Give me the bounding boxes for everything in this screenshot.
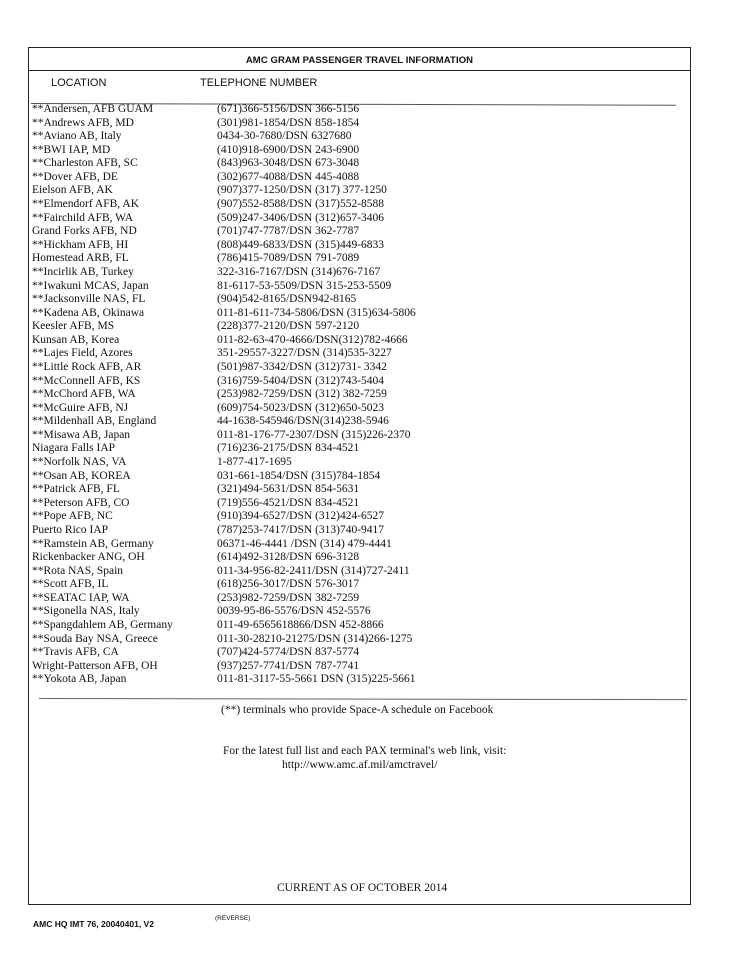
terminal-phone: (302)677-4088/DSN 445-4088 xyxy=(217,170,360,183)
terminal-phone: (410)918-6900/DSN 243-6900 xyxy=(217,143,360,156)
terminal-phone: (910)394-6527/DSN (312)424-6527 xyxy=(217,510,385,523)
terminal-phone: 011-81-176-77-2307/DSN (315)226-2370 xyxy=(217,428,411,441)
terminal-phone: (253)982-7259/DSN (312) 382-7259 xyxy=(217,388,387,401)
table-row xyxy=(32,551,672,565)
terminal-location: **Andersen, AFB GUAM xyxy=(32,103,154,115)
form-identifier: AMC HQ IMT 76, 20040401, V2 xyxy=(33,919,154,929)
terminal-location: **Jacksonville NAS, FL xyxy=(32,293,146,306)
terminal-phone: 011-49-6565618866/DSN 452-8866 xyxy=(217,618,384,631)
table-row xyxy=(32,565,672,579)
table-row xyxy=(32,171,672,185)
table-row xyxy=(32,483,672,497)
reverse-label: (REVERSE) xyxy=(215,915,251,922)
table-row xyxy=(32,117,672,131)
table-row xyxy=(32,212,672,226)
table-row xyxy=(32,320,672,334)
table-row xyxy=(32,225,672,239)
terminal-phone: 011-81-611-734-5806/DSN (315)634-5806 xyxy=(217,306,416,319)
terminal-location: **Travis AFB, CA xyxy=(32,646,119,659)
terminal-phone: (719)556-4521/DSN 834-4521 xyxy=(217,496,360,509)
table-row xyxy=(32,307,672,321)
amc-travel-url[interactable]: http://www.amc.af.mil/amctravel/ xyxy=(282,759,438,771)
terminal-location: Niagara Falls IAP xyxy=(32,442,116,455)
terminal-location: **Kadena AB, Okinawa xyxy=(32,306,145,319)
terminal-location: **Yokota AB, Japan xyxy=(32,673,127,686)
current-as-of-date: CURRENT AS OF OCTOBER 2014 xyxy=(277,882,448,894)
terminal-location: Kunsan AB, Korea xyxy=(32,333,120,346)
terminal-location: **Norfolk NAS, VA xyxy=(32,456,127,469)
terminal-phone: (808)449-6833/DSN (315)449-6833 xyxy=(217,238,385,251)
terminal-phone: (316)759-5404/DSN (312)743-5404 xyxy=(217,374,385,387)
terminal-phone: (501)987-3342/DSN (312)731- 3342 xyxy=(217,360,387,373)
terminal-location: **Spangdahlem AB, Germany xyxy=(32,618,173,631)
table-row xyxy=(32,497,672,511)
table-row xyxy=(32,130,672,144)
terminal-location: **Fairchild AFB, WA xyxy=(32,211,134,224)
terminal-phone: (843)963-3048/DSN 673-3048 xyxy=(217,157,360,170)
terminal-location: Eielson AFB, AK xyxy=(32,184,113,197)
terminal-location: Wright-Patterson AFB, OH xyxy=(32,659,158,672)
terminal-location: **Iwakuni MCAS, Japan xyxy=(32,279,149,292)
table-row xyxy=(32,456,672,470)
terminal-phone: 011-82-63-470-4666/DSN(312)782-4666 xyxy=(217,333,408,346)
terminal-location: **Charleston AFB, SC xyxy=(32,157,138,170)
terminal-location: **Pope AFB, NC xyxy=(32,510,113,523)
table-row xyxy=(32,144,672,158)
terminal-location: **Dover AFB, DE xyxy=(32,170,118,183)
terminal-phone: (707)424-5774/DSN 837-5774 xyxy=(217,646,360,659)
terminal-location: **Rota NAS, Spain xyxy=(32,564,124,577)
terminal-phone: 031-661-1854/DSN (315)784-1854 xyxy=(217,469,381,482)
terminal-location: **Aviano AB, Italy xyxy=(32,130,122,143)
terminal-phone: (509)247-3406/DSN (312)657-3406 xyxy=(217,211,385,224)
terminal-phone: (301)981-1854/DSN 858-1854 xyxy=(217,116,360,129)
table-row xyxy=(32,605,672,619)
table-row xyxy=(32,198,672,212)
terminal-location: **BWI IAP, MD xyxy=(32,143,111,156)
terminal-location: **Little Rock AFB, AR xyxy=(32,360,142,373)
table-row xyxy=(32,334,672,348)
terminal-phone: 44-1638-545946/DSN(314)238-5946 xyxy=(217,415,389,428)
table-row xyxy=(32,157,672,171)
terminal-location: **Sigonella NAS, Italy xyxy=(32,605,140,618)
terminal-location: **McChord AFB, WA xyxy=(32,388,136,401)
terminal-location: **McGuire AFB, NJ xyxy=(32,401,129,414)
table-row xyxy=(32,388,672,402)
terminal-phone: (907)377-1250/DSN (317) 377-1250 xyxy=(217,184,387,197)
terminal-location: **Patrick AFB, FL xyxy=(32,483,120,496)
terminal-location: **Lajes Field, Azores xyxy=(32,347,133,360)
table-row xyxy=(32,347,672,361)
terminal-list xyxy=(32,103,672,687)
terminal-location: **Osan AB, KOREA xyxy=(32,469,131,482)
terminal-location: **Peterson AFB, CO xyxy=(32,496,130,509)
table-row xyxy=(32,633,672,647)
table-row xyxy=(32,429,672,443)
table-row xyxy=(32,103,672,117)
table-row xyxy=(32,361,672,375)
terminal-phone: 322-316-7167/DSN (314)676-7167 xyxy=(217,265,381,278)
terminal-phone: (618)256-3017/DSN 576-3017 xyxy=(217,578,360,591)
facebook-footnote: (**) terminals who provide Space-A schedule on Facebook xyxy=(221,704,494,716)
latest-list-note: For the latest full list and each PAX terminal's web link, visit: xyxy=(223,745,507,757)
terminal-phone: (716)236-2175/DSN 834-4521 xyxy=(217,442,360,455)
terminal-phone: 0039-95-86-5576/DSN 452-5576 xyxy=(217,605,371,618)
terminal-phone: 011-30-28210-21275/DSN (314)266-1275 xyxy=(217,632,413,645)
terminal-phone: 06371-46-4441 /DSN (314) 479-4441 xyxy=(217,537,392,550)
table-row xyxy=(32,524,672,538)
table-row xyxy=(32,660,672,674)
terminal-location: **McConnell AFB, KS xyxy=(32,374,141,387)
terminal-phone: 1-877-417-1695 xyxy=(217,456,292,469)
terminal-phone: 011-81-3117-55-5661 DSN (315)225-5661 xyxy=(217,673,416,686)
terminal-phone: (904)542-8165/DSN942-8165 xyxy=(217,293,357,306)
terminal-phone: (671)366-5156/DSN 366-5156 xyxy=(217,103,360,115)
column-header-location: LOCATION xyxy=(51,77,107,89)
terminal-phone: 011-34-956-82-2411/DSN (314)727-2411 xyxy=(217,564,410,577)
table-row xyxy=(32,646,672,660)
table-row xyxy=(32,266,672,280)
column-header-telephone: TELEPHONE NUMBER xyxy=(200,77,318,89)
table-row xyxy=(32,375,672,389)
table-row xyxy=(32,280,672,294)
list-divider xyxy=(39,698,687,700)
terminal-location: Grand Forks AFB, ND xyxy=(32,225,137,238)
terminal-location: **Misawa AB, Japan xyxy=(32,428,131,441)
terminal-location: **Andrews AFB, MD xyxy=(32,116,134,129)
terminal-phone: (907)552-8588/DSN (317)552-8588 xyxy=(217,198,385,211)
terminal-location: **Elmendorf AFB, AK xyxy=(32,198,140,211)
terminal-phone: 0434-30-7680/DSN 6327680 xyxy=(217,130,352,143)
table-row xyxy=(32,184,672,198)
table-row xyxy=(32,239,672,253)
terminal-location: Rickenbacker ANG, OH xyxy=(32,551,145,564)
table-row xyxy=(32,538,672,552)
terminal-location: **Incirlik AB, Turkey xyxy=(32,265,134,278)
terminal-location: **Souda Bay NSA, Greece xyxy=(32,632,158,645)
form-title: AMC GRAM PASSENGER TRAVEL INFORMATION xyxy=(29,48,690,71)
terminal-phone: (787)253-7417/DSN (313)740-9417 xyxy=(217,523,385,536)
terminal-phone: (609)754-5023/DSN (312)650-5023 xyxy=(217,401,385,414)
terminal-phone: (614)492-3128/DSN 696-3128 xyxy=(217,551,360,564)
table-row xyxy=(32,402,672,416)
terminal-location: Keesler AFB, MS xyxy=(32,320,115,333)
terminal-location: Homestead ARB, FL xyxy=(32,252,129,265)
terminal-phone: (786)415-7089/DSN 791-7089 xyxy=(217,252,360,265)
table-row xyxy=(32,442,672,456)
table-row xyxy=(32,252,672,266)
terminal-location: **Hickham AFB, HI xyxy=(32,238,129,251)
terminal-phone: (937)257-7741/DSN 787-7741 xyxy=(217,659,360,672)
terminal-phone: (701)747-7787/DSN 362-7787 xyxy=(217,225,360,238)
table-row xyxy=(32,415,672,429)
terminal-location: **Scott AFB, IL xyxy=(32,578,109,591)
terminal-phone: (228)377-2120/DSN 597-2120 xyxy=(217,320,360,333)
terminal-phone: (253)982-7259/DSN 382-7259 xyxy=(217,591,360,604)
table-row xyxy=(32,293,672,307)
table-row xyxy=(32,578,672,592)
terminal-location: **Ramstein AB, Germany xyxy=(32,537,154,550)
table-row xyxy=(32,619,672,633)
table-row xyxy=(32,510,672,524)
terminal-location: Puerto Rico IAP xyxy=(32,523,109,536)
terminal-location: **SEATAC IAP, WA xyxy=(32,591,130,604)
terminal-phone: 351-29557-3227/DSN (314)535-3227 xyxy=(217,347,392,360)
table-row xyxy=(32,470,672,484)
terminal-location: **Mildenhall AB, England xyxy=(32,415,157,428)
table-row xyxy=(32,592,672,606)
terminal-phone: 81-6117-53-5509/DSN 315-253-5509 xyxy=(217,279,392,292)
terminal-phone: (321)494-5631/DSN 854-5631 xyxy=(217,483,360,496)
table-row xyxy=(32,673,672,687)
